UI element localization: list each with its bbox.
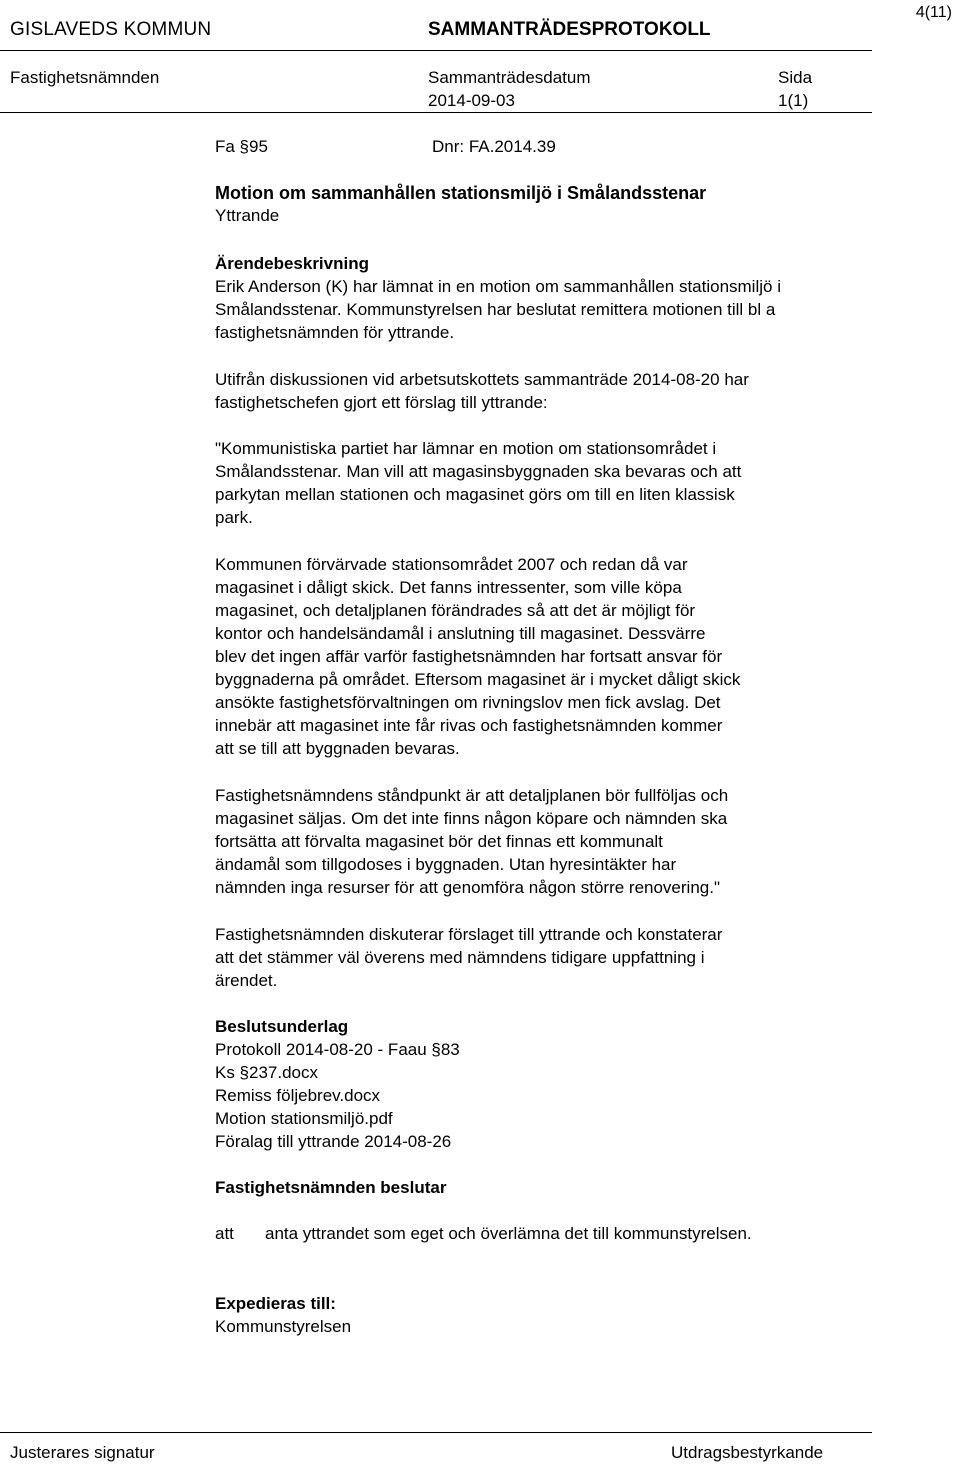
paragraph-line: att det stämmer väl överens med nämndens tidigare uppfattning i: [215, 948, 705, 967]
paragraph-line: Smålandsstenar. Man vill att magasinsbyggnaden ska bevaras och att: [215, 462, 742, 481]
paragraph-line: byggnaderna på området. Eftersom magasinet är i mycket dåligt skick: [215, 670, 741, 689]
paragraph-line: kontor och handelsändamål i anslutning till magasinet. Dessvärre: [215, 624, 706, 643]
paragraph-line: Utifrån diskussionen vid arbetsutskottets sammanträde 2014-08-20 har: [215, 370, 749, 389]
paragraph-line: ansökte fastighetsförvaltningen om rivningslov men fick avslag. Det: [215, 693, 721, 712]
paragraph-line: park.: [215, 508, 253, 527]
decision-text: anta yttrandet som eget och överlämna det till kommunstyrelsen.: [265, 1224, 752, 1243]
paragraph-number: Fa §95: [215, 137, 268, 156]
description-line: fastighetsnämnden för yttrande.: [215, 323, 455, 342]
header-rule-top: [0, 50, 872, 51]
basis-item: Föralag till yttrande 2014-08-26: [215, 1132, 452, 1151]
paragraph-line: innebär att magasinet inte får rivas och fastighetsnämnden kommer: [215, 716, 723, 735]
paragraph-line: nämnden inga resurser för att genomföra någon större renovering.": [215, 878, 720, 897]
decision-lead: att: [215, 1224, 234, 1243]
page-number: 4(11): [915, 4, 952, 21]
paragraph-line: parkytan mellan stationen och magasinet görs om till en liten klassisk: [215, 485, 735, 504]
document-subtitle: Yttrande: [215, 206, 280, 225]
page-value: 1(1): [778, 91, 809, 110]
paragraph-line: Fastighetsnämndens ståndpunkt är att detaljplanen bör fullföljas och: [215, 786, 729, 805]
basis-item: Motion stationsmiljö.pdf: [215, 1109, 393, 1128]
header-rule-bottom: [0, 112, 872, 113]
organization-name: GISLAVEDS KOMMUN: [10, 19, 212, 40]
paragraph-line: blev det ingen affär varför fastighetsnämnden har fortsatt ansvar för: [215, 647, 723, 666]
paragraph-line: ändamål som tillgodoses i byggnaden. Utan hyresintäkter har: [215, 855, 677, 874]
quote-paragraph-3: [215, 784, 855, 899]
paragraph-line: fortsätta att förvalta magasinet bör det finnas ett kommunalt: [215, 832, 663, 851]
dispatch-recipient: Kommunstyrelsen: [215, 1317, 352, 1336]
description-line: Smålandsstenar. Kommunstyrelsen har beslutat remittera motionen till bl a: [215, 300, 776, 319]
dispatch-heading: Expedieras till:: [215, 1294, 336, 1313]
paragraph-line: magasinet, och detaljplanen förändrades så att det är möjligt för: [215, 601, 696, 620]
committee-name: Fastighetsnämnden: [10, 68, 160, 87]
paragraph-line: Kommunen förvärvade stationsområdet 2007 och redan då var: [215, 555, 688, 574]
page-label: Sida: [778, 68, 813, 87]
basis-heading: Beslutsunderlag: [215, 1017, 349, 1036]
meeting-date-label: Sammanträdesdatum: [428, 68, 591, 87]
basis-item: Protokoll 2014-08-20 - Faau §83: [215, 1040, 460, 1059]
description-heading: Ärendebeskrivning: [215, 254, 369, 273]
basis-item: Remiss följebrev.docx: [215, 1086, 381, 1105]
paragraph-line: "Kommunistiska partiet har lämnar en motion om stationsområdet i: [215, 439, 717, 458]
meeting-date-value: 2014-09-03: [428, 91, 515, 110]
footer-rule: [0, 1432, 872, 1433]
quote-paragraph-2: [215, 553, 855, 760]
document-type: SAMMANTRÄDESPROTOKOLL: [428, 19, 711, 40]
quote-paragraph-1: [215, 437, 855, 529]
document-title: Motion om sammanhållen stationsmiljö i Smålandsstenar: [215, 183, 707, 203]
case-number: Dnr: FA.2014.39: [432, 137, 556, 156]
description-line: Erik Anderson (K) har lämnat in en motion om sammanhållen stationsmiljö i: [215, 277, 781, 296]
paragraph-line: magasinet säljas. Om det inte finns någon köpare och nämnden ska: [215, 809, 728, 828]
paragraph-line: magasinet i dåligt skick. Det fanns intressenter, som ville köpa: [215, 578, 682, 597]
paragraph-line: att se till att byggnaden bevaras.: [215, 739, 460, 758]
paragraph-line: fastighetschefen gjort ett förslag till yttrande:: [215, 393, 548, 412]
discussion-paragraph: [215, 368, 855, 414]
extract-certification-label: Utdragsbestyrkande: [671, 1443, 824, 1462]
basis-section: [215, 1015, 855, 1153]
description-section: [215, 252, 855, 344]
decision-heading: Fastighetsnämnden beslutar: [215, 1178, 447, 1197]
paragraph-line: Fastighetsnämnden diskuterar förslaget till yttrande och konstaterar: [215, 925, 723, 944]
adjuster-signature-label: Justerares signatur: [10, 1443, 155, 1462]
committee-discussion: [215, 923, 855, 992]
paragraph-line: ärendet.: [215, 971, 278, 990]
basis-item: Ks §237.docx: [215, 1063, 319, 1082]
